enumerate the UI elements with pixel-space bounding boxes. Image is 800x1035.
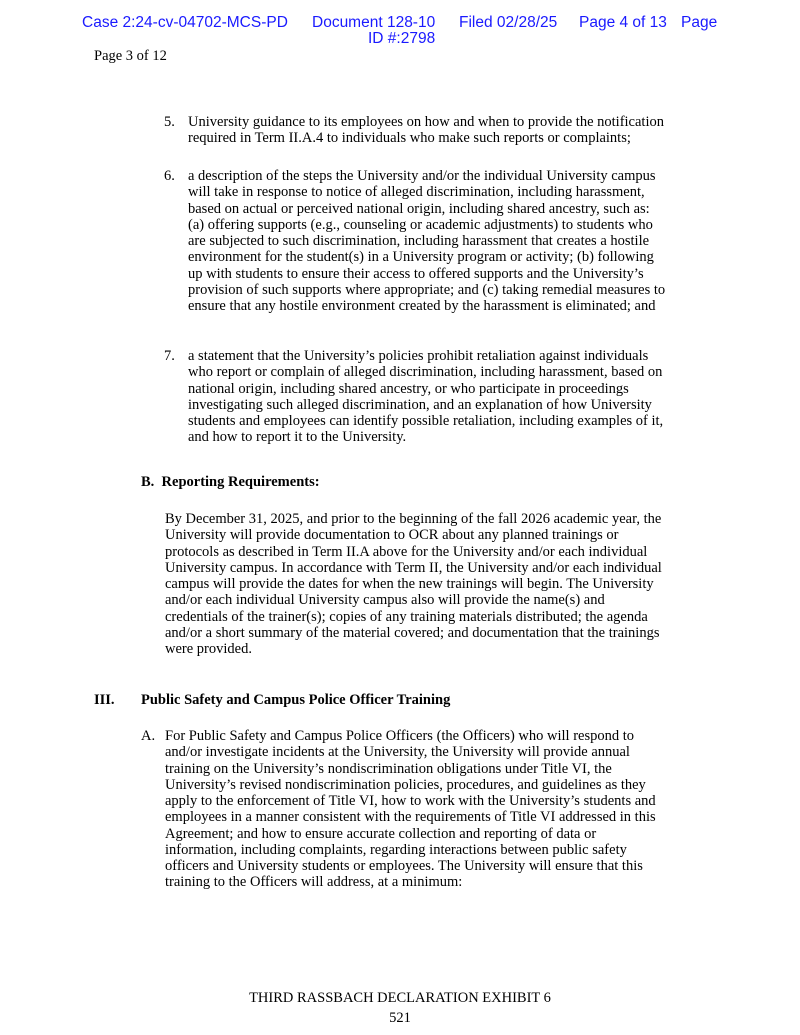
item-number: 5. — [164, 114, 175, 130]
text-line: up with students to ensure their access to offered supports and the University’s — [188, 265, 644, 282]
document-number: Document 128-10 — [312, 14, 436, 31]
text-line: information, including complaints, regarding interactions between public safety — [165, 841, 627, 858]
text-line: (a) offering supports (e.g., counseling or academic adjustments) to students who — [188, 216, 653, 233]
page-id-label: Page — [681, 14, 718, 31]
section-iii-heading: Public Safety and Campus Police Officer Training — [141, 692, 451, 708]
text-line: University campus. In accordance with Term II, the University and/or each individual — [165, 559, 662, 576]
text-line: officers and University students or employees. The University will ensure that this — [165, 858, 643, 874]
case-number: Case 2:24-cv-04702-MCS-PD — [82, 14, 288, 31]
text-line: required in Term II.A.4 to individuals who make such reports or complaints; — [188, 130, 631, 147]
item-a-text — [165, 728, 656, 891]
text-line: students and employees can identify possible retaliation, including examples of it, — [188, 413, 664, 429]
text-line: and/or investigate incidents at the University, the University will provide annual — [165, 744, 630, 761]
text-line: apply to the enforcement of Title VI, how to work with the University’s students and — [165, 793, 656, 809]
text-line: employees in a manner consistent with the requirements of Title VI addressed in this — [165, 809, 656, 826]
filed-date: Filed 02/28/25 — [459, 14, 558, 31]
text-line: investigating such alleged discrimination, and an explanation of how University — [188, 396, 652, 413]
text-line: a statement that the University’s policies prohibit retaliation against individuals — [188, 348, 649, 364]
item-number: 6. — [164, 168, 175, 184]
text-line: University’s revised nondiscrimination policies, procedures, and guidelines as they — [165, 776, 646, 793]
page-id: ID #:2798 — [368, 30, 436, 47]
page-count: Page 4 of 13 — [579, 14, 667, 31]
text-line: campus will provide the dates for when the new trainings will begin. The University — [165, 576, 654, 592]
text-line: By December 31, 2025, and prior to the beginning of the fall 2026 academic year, the — [165, 511, 662, 527]
text-line: provision of such supports where appropriate; and (c) taking remedial measures to — [188, 281, 666, 298]
footer-title: THIRD RASSBACH DECLARATION EXHIBIT 6 — [249, 990, 551, 1006]
text-line: and/or a short summary of the material covered; and documentation that the trainings — [165, 624, 660, 641]
text-line: and how to report it to the University. — [188, 429, 407, 446]
section-number: III. — [94, 692, 115, 708]
text-line: are subjected to such discrimination, including harassment that creates a hostile — [188, 233, 650, 249]
footer-page-number: 521 — [389, 1010, 411, 1026]
text-line: environment for the student(s) in a University program or activity; (b) following — [188, 249, 654, 266]
item-5-text — [188, 114, 664, 147]
text-line: a description of the steps the University and/or the individual University campus — [188, 168, 656, 184]
item-number: 7. — [164, 348, 175, 364]
inner-page-number: Page 3 of 12 — [94, 48, 167, 64]
text-line: protocols as described in Term II.A above for the University and/or each individual — [165, 543, 648, 560]
item-6-text — [188, 168, 665, 314]
text-line: were provided. — [165, 641, 252, 657]
text-line: based on actual or perceived national origin, including shared ancestry, such as: — [188, 200, 650, 217]
text-line: national origin, including shared ancestry, or who participate in proceedings — [188, 380, 629, 397]
text-line: credentials of the trainer(s); copies of any training materials distributed; the agenda — [165, 608, 648, 625]
text-line: and/or each individual University campus also will provide the name(s) and — [165, 592, 605, 609]
text-line: ensure that any hostile environment created by the harassment is eliminated; and — [188, 298, 656, 314]
text-line: University guidance to its employees on how and when to provide the notification — [188, 114, 664, 130]
section-b-text — [165, 511, 662, 657]
text-line: training to the Officers will address, at a minimum: — [165, 874, 463, 891]
text-line: University will provide documentation to OCR about any planned trainings or — [165, 527, 619, 544]
item-number: A. — [141, 728, 156, 744]
text-line: training on the University’s nondiscrimination obligations under Title VI, the — [165, 760, 612, 777]
text-line: For Public Safety and Campus Police Officers (the Officers) who will respond to — [165, 728, 635, 744]
section-b-heading: B. Reporting Requirements: — [141, 474, 320, 490]
item-7-text — [188, 348, 663, 446]
text-line: who report or complain of alleged discrimination, including harassment, based on — [188, 364, 663, 381]
text-line: Agreement; and how to ensure accurate collection and reporting of data or — [165, 825, 597, 842]
text-line: will take in response to notice of alleged discrimination, including harassment, — [188, 184, 645, 201]
